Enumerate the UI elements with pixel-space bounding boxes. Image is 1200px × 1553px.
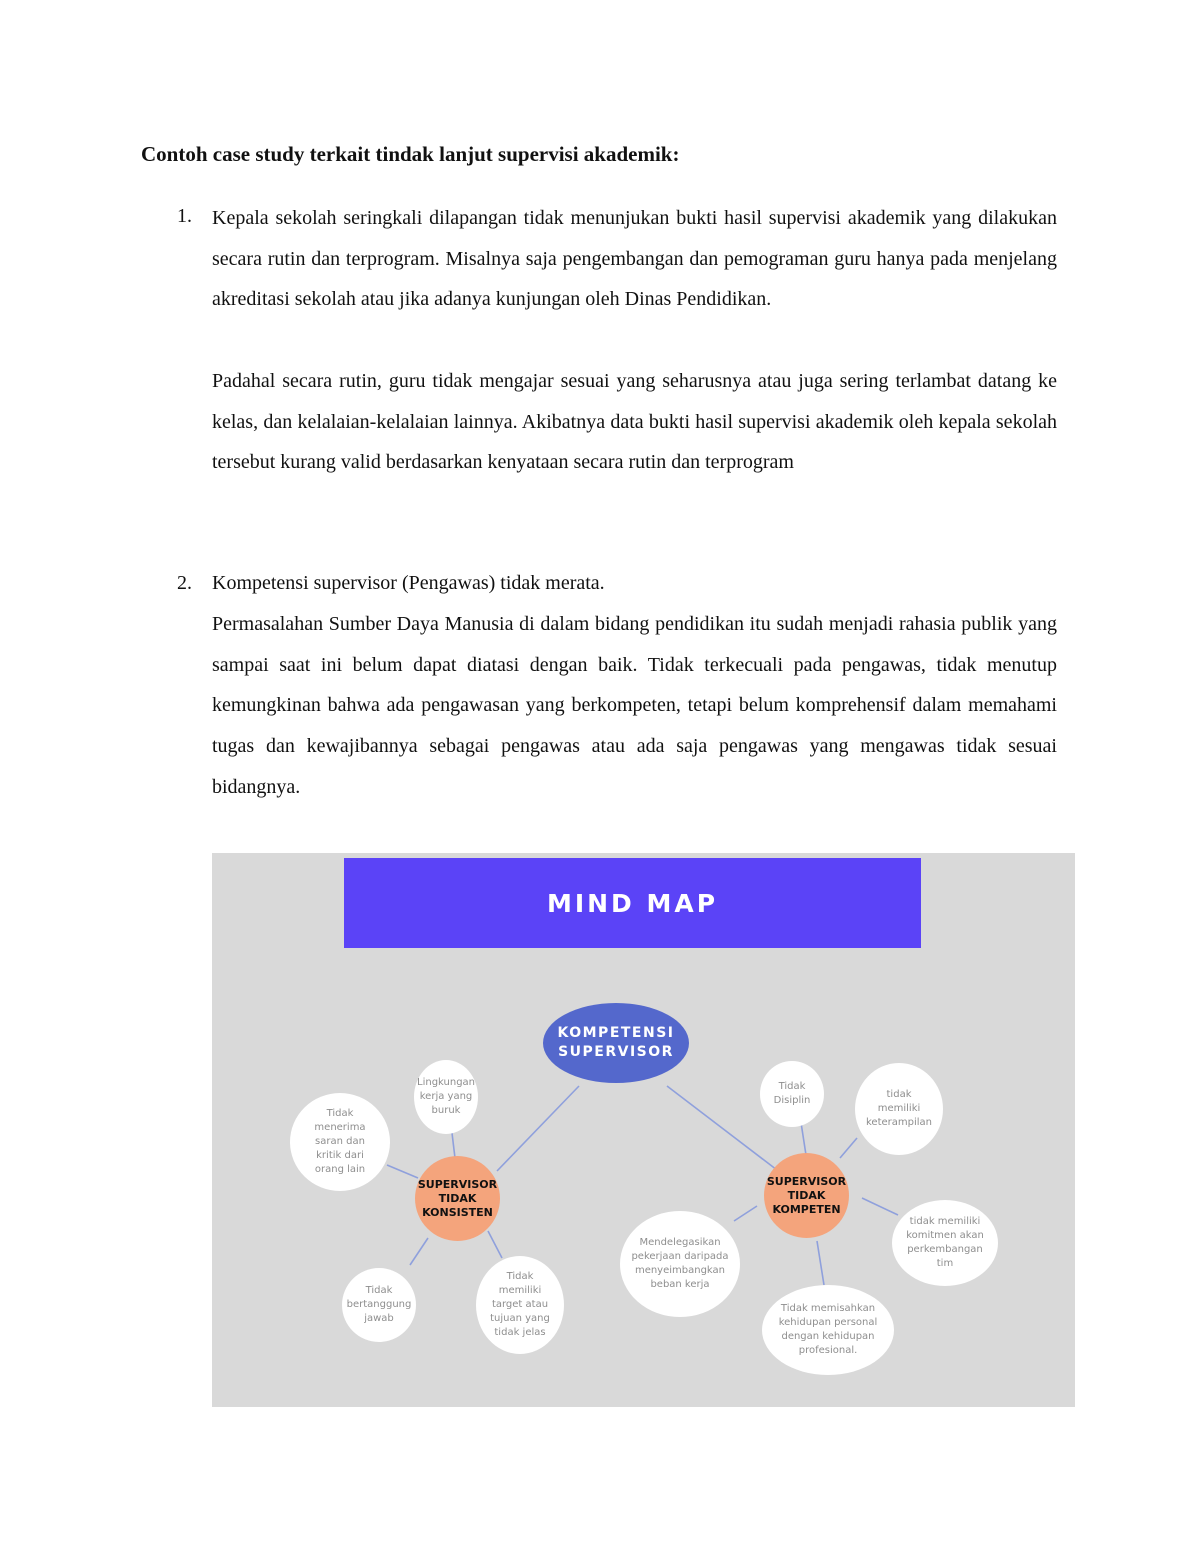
connector-right-komitmen <box>862 1198 898 1215</box>
connector-left-tanggung <box>410 1238 428 1265</box>
connector-right-personal <box>817 1241 824 1285</box>
leaf-node-tidak-memiliki-keterampilan: tidak memiliki keterampilan <box>855 1063 943 1155</box>
item-1-paragraph-1: Kepala sekolah seringkali dilapangan tidak menunjukan bukti hasil supervisi akademik yang dilakukan secara rutin dan terprogram. Misalnya saja pengembangan dan pemograman guru hanya pada menjelang akreditasi sekolah atau jika adanya kunjungan oleh Dinas Pendidikan. <box>212 207 1057 311</box>
leaf-node-tidak-memiliki-komitmen: tidak memiliki komitmen akan perkembangan tim <box>892 1200 998 1286</box>
leaf-node-tidak-bertanggung-jawab: Tidak bertanggung jawab <box>342 1268 416 1342</box>
leaf-node-tidak-disiplin: Tidak Disiplin <box>760 1061 824 1127</box>
branch-node-tidak-konsisten: SUPERVISOR TIDAK KONSISTEN <box>415 1156 500 1241</box>
branch-node-tidak-kompeten: SUPERVISOR TIDAK KOMPETEN <box>764 1153 849 1238</box>
item-2-paragraph-2: Permasalahan Sumber Daya Manusia di dalam bidang pendidikan itu sudah menjadi rahasia publik yang sampai saat ini belum dapat diatasi dengan baik. Tidak terkecuali pada pengawas, tidak menutup kemungkinan bahwa ada pengawasan yang berkompeten, tetapi belum komprehensif dalam memahami tugas dan kewajibannya sebagai pengawas atau ada saja pengawas yang mengawas tidak sesuai bidangnya. <box>212 613 1057 798</box>
mind-map-title: MIND MAP <box>344 858 921 948</box>
connector-left-saran <box>387 1165 418 1178</box>
leaf-node-tidak-memisahkan-kehidupan: Tidak memisahkan kehidupan personal dengan kehidupan profesional. <box>762 1285 894 1375</box>
connector-left-lingkungan <box>452 1133 455 1158</box>
leaf-node-lingkungan-kerja: Lingkungan kerja yang buruk <box>414 1060 478 1134</box>
item-1-paragraph-2: Padahal secara rutin, guru tidak mengajar sesuai yang seharusnya atau juga sering terlambat datang ke kelas, dan kelalaian-kelalaian lainnya. Akibatnya data bukti hasil supervisi akademik oleh kepala sekolah tersebut kurang valid berdasarkan kenyataan secara rutin dan terprogram <box>212 370 1057 474</box>
connector-center-left <box>497 1086 579 1171</box>
list-number-2: 2. <box>177 572 192 594</box>
leaf-node-tidak-memiliki-target: Tidak memiliki target atau tujuan yang tidak jelas <box>476 1256 564 1354</box>
mind-map-figure <box>212 853 1075 1407</box>
connector-right-keterampilan <box>840 1138 857 1158</box>
list-number-1: 1. <box>177 205 192 227</box>
center-node-kompetensi-supervisor: KOMPETENSI SUPERVISOR <box>543 1003 689 1083</box>
leaf-node-mendelegasikan-pekerjaan: Mendelegasikan pekerjaan daripada menyeimbangkan beban kerja <box>620 1211 740 1317</box>
connector-left-target <box>488 1231 502 1258</box>
item-2-paragraph-1: Kompetensi supervisor (Pengawas) tidak merata. <box>212 572 605 594</box>
leaf-node-tidak-menerima-saran: Tidak menerima saran dan kritik dari orang lain <box>290 1093 390 1191</box>
connector-right-delegasi <box>734 1206 757 1221</box>
document-heading: Contoh case study terkait tindak lanjut supervisi akademik: <box>141 142 680 166</box>
